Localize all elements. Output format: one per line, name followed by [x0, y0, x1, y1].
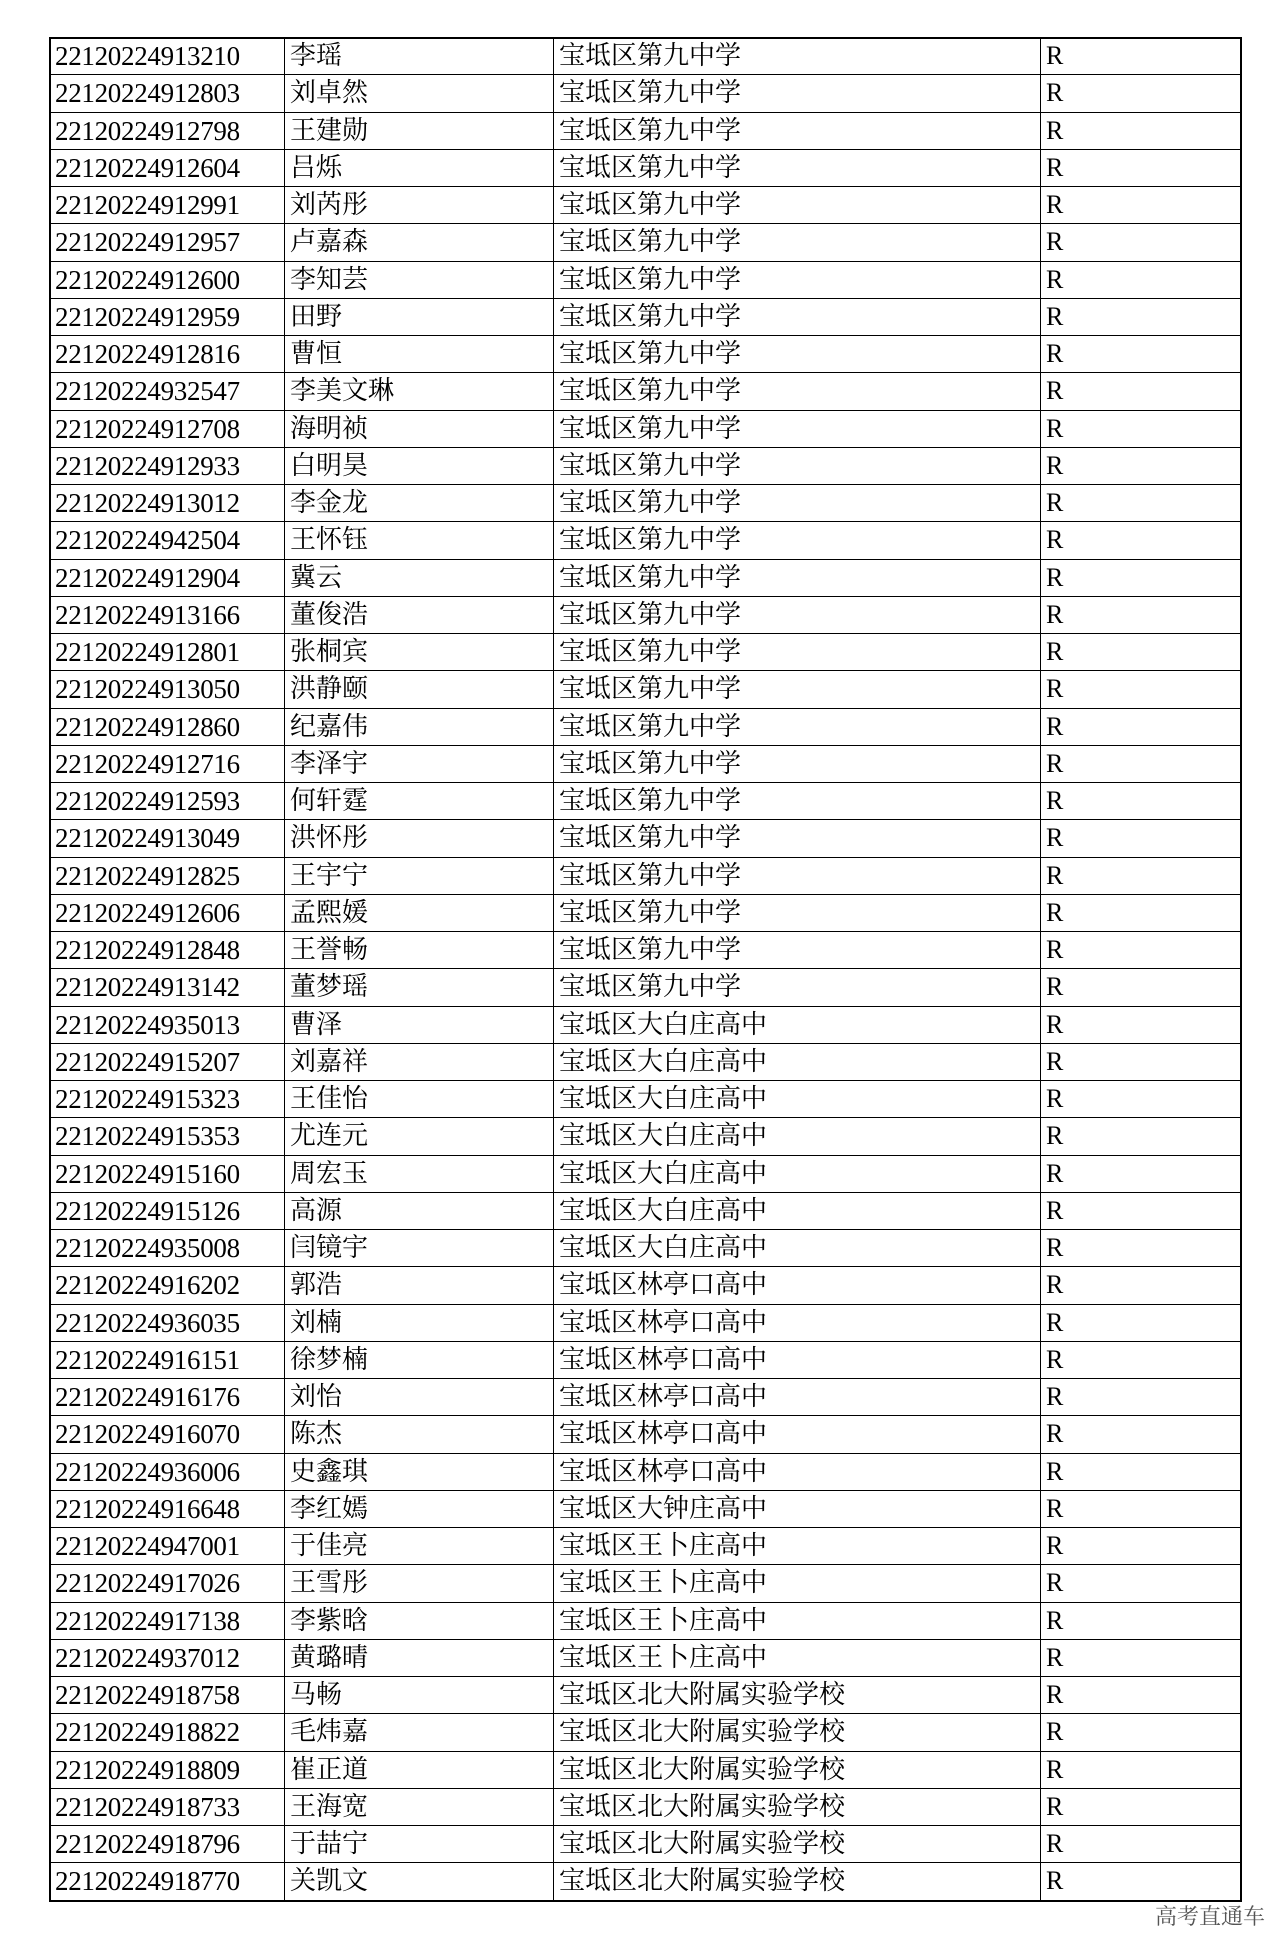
- student-name-cell: 刘芮彤: [285, 187, 554, 224]
- table-row: [50, 187, 1242, 224]
- exam-number-cell: 22120224916202: [50, 1267, 285, 1304]
- table-row: [50, 1118, 1242, 1155]
- table-row: [50, 410, 1242, 447]
- exam-number-cell: 22120224912716: [50, 745, 285, 782]
- school-name-cell: 宝坻区第九中学: [554, 261, 1041, 298]
- exam-number-cell: 22120224916151: [50, 1341, 285, 1378]
- student-name-cell: 徐梦楠: [285, 1341, 554, 1378]
- table-row: [50, 75, 1242, 112]
- school-name-cell: 宝坻区第九中学: [554, 38, 1041, 75]
- exam-number-cell: 22120224912816: [50, 336, 285, 373]
- school-name-cell: 宝坻区第九中学: [554, 857, 1041, 894]
- exam-number-cell: 22120224918770: [50, 1863, 285, 1900]
- student-name-cell: 刘怡: [285, 1379, 554, 1416]
- grade-cell: R: [1041, 559, 1242, 596]
- school-name-cell: 宝坻区第九中学: [554, 671, 1041, 708]
- table-row: [50, 559, 1242, 596]
- exam-number-cell: 22120224916070: [50, 1416, 285, 1453]
- student-name-cell: 王佳怡: [285, 1081, 554, 1118]
- school-name-cell: 宝坻区王卜庄高中: [554, 1528, 1041, 1565]
- table-row: [50, 745, 1242, 782]
- grade-cell: R: [1041, 1341, 1242, 1378]
- student-name-cell: 白明昊: [285, 447, 554, 484]
- school-name-cell: 宝坻区第九中学: [554, 708, 1041, 745]
- table-row: [50, 894, 1242, 931]
- grade-cell: R: [1041, 410, 1242, 447]
- table-row: [50, 1714, 1242, 1751]
- grade-cell: R: [1041, 1043, 1242, 1080]
- exam-number-cell: 22120224912904: [50, 559, 285, 596]
- exam-number-cell: 22120224916648: [50, 1490, 285, 1527]
- grade-cell: R: [1041, 1267, 1242, 1304]
- watermark: 高考直通车: [1154, 1905, 1265, 1930]
- student-name-cell: 于喆宁: [285, 1826, 554, 1863]
- grade-cell: R: [1041, 298, 1242, 335]
- school-name-cell: 宝坻区第九中学: [554, 187, 1041, 224]
- grade-cell: R: [1041, 1416, 1242, 1453]
- table-row: [50, 1043, 1242, 1080]
- table-row: [50, 1639, 1242, 1676]
- school-name-cell: 宝坻区第九中学: [554, 783, 1041, 820]
- student-name-cell: 何轩霆: [285, 783, 554, 820]
- school-name-cell: 宝坻区第九中学: [554, 298, 1041, 335]
- grade-cell: R: [1041, 745, 1242, 782]
- exam-number-cell: 22120224932547: [50, 373, 285, 410]
- grade-cell: R: [1041, 261, 1242, 298]
- grade-cell: R: [1041, 969, 1242, 1006]
- exam-number-cell: 22120224935013: [50, 1006, 285, 1043]
- table-row: [50, 1192, 1242, 1229]
- school-name-cell: 宝坻区大白庄高中: [554, 1118, 1041, 1155]
- table-row: [50, 1863, 1242, 1900]
- exam-number-cell: 22120224936035: [50, 1304, 285, 1341]
- grade-cell: R: [1041, 336, 1242, 373]
- school-name-cell: 宝坻区北大附属实验学校: [554, 1677, 1041, 1714]
- table-row: [50, 1341, 1242, 1378]
- grade-cell: R: [1041, 1006, 1242, 1043]
- table-row: [50, 1565, 1242, 1602]
- student-name-cell: 陈杰: [285, 1416, 554, 1453]
- exam-number-cell: 22120224915353: [50, 1118, 285, 1155]
- school-name-cell: 宝坻区王卜庄高中: [554, 1639, 1041, 1676]
- student-name-cell: 李紫晗: [285, 1602, 554, 1639]
- grade-cell: R: [1041, 38, 1242, 75]
- exam-number-cell: 22120224912708: [50, 410, 285, 447]
- student-name-cell: 王怀钰: [285, 522, 554, 559]
- school-name-cell: 宝坻区大白庄高中: [554, 1192, 1041, 1229]
- exam-number-cell: 22120224918758: [50, 1677, 285, 1714]
- table-row: [50, 1788, 1242, 1825]
- table-row: [50, 1528, 1242, 1565]
- exam-number-cell: 22120224913050: [50, 671, 285, 708]
- table-row: [50, 447, 1242, 484]
- student-name-cell: 纪嘉伟: [285, 708, 554, 745]
- grade-cell: R: [1041, 149, 1242, 186]
- student-name-cell: 黄璐晴: [285, 1639, 554, 1676]
- grade-cell: R: [1041, 1826, 1242, 1863]
- grade-cell: R: [1041, 1677, 1242, 1714]
- exam-number-cell: 22120224912991: [50, 187, 285, 224]
- exam-number-cell: 22120224912604: [50, 149, 285, 186]
- student-name-cell: 李金龙: [285, 485, 554, 522]
- exam-number-cell: 22120224915126: [50, 1192, 285, 1229]
- exam-number-cell: 22120224936006: [50, 1453, 285, 1490]
- grade-cell: R: [1041, 224, 1242, 261]
- school-name-cell: 宝坻区北大附属实验学校: [554, 1714, 1041, 1751]
- exam-number-cell: 22120224942504: [50, 522, 285, 559]
- grade-cell: R: [1041, 1230, 1242, 1267]
- school-name-cell: 宝坻区第九中学: [554, 224, 1041, 261]
- school-name-cell: 宝坻区大钟庄高中: [554, 1490, 1041, 1527]
- student-name-cell: 冀云: [285, 559, 554, 596]
- school-name-cell: 宝坻区第九中学: [554, 596, 1041, 633]
- student-name-cell: 董俊浩: [285, 596, 554, 633]
- table-row: [50, 149, 1242, 186]
- school-name-cell: 宝坻区林亭口高中: [554, 1416, 1041, 1453]
- table-row: [50, 1826, 1242, 1863]
- student-name-cell: 毛炜嘉: [285, 1714, 554, 1751]
- exam-number-cell: 22120224915160: [50, 1155, 285, 1192]
- student-name-cell: 李瑶: [285, 38, 554, 75]
- school-name-cell: 宝坻区林亭口高中: [554, 1267, 1041, 1304]
- school-name-cell: 宝坻区林亭口高中: [554, 1341, 1041, 1378]
- grade-cell: R: [1041, 1155, 1242, 1192]
- exam-number-cell: 22120224917138: [50, 1602, 285, 1639]
- student-name-cell: 李美文琳: [285, 373, 554, 410]
- student-name-cell: 田野: [285, 298, 554, 335]
- grade-cell: R: [1041, 671, 1242, 708]
- grade-cell: R: [1041, 1863, 1242, 1900]
- grade-cell: R: [1041, 596, 1242, 633]
- table-row: [50, 1006, 1242, 1043]
- student-name-cell: 于佳亮: [285, 1528, 554, 1565]
- exam-number-cell: 22120224912860: [50, 708, 285, 745]
- student-name-cell: 曹恒: [285, 336, 554, 373]
- table-row: [50, 634, 1242, 671]
- table-row: [50, 298, 1242, 335]
- table-row: [50, 969, 1242, 1006]
- table-row: [50, 1304, 1242, 1341]
- table-row: [50, 38, 1242, 75]
- exam-number-cell: 22120224913142: [50, 969, 285, 1006]
- student-name-cell: 刘嘉祥: [285, 1043, 554, 1080]
- table-row: [50, 671, 1242, 708]
- grade-cell: R: [1041, 783, 1242, 820]
- grade-cell: R: [1041, 1602, 1242, 1639]
- grade-cell: R: [1041, 857, 1242, 894]
- grade-cell: R: [1041, 634, 1242, 671]
- student-name-cell: 关凯文: [285, 1863, 554, 1900]
- grade-cell: R: [1041, 894, 1242, 931]
- table-row: [50, 373, 1242, 410]
- grade-cell: R: [1041, 1304, 1242, 1341]
- school-name-cell: 宝坻区北大附属实验学校: [554, 1751, 1041, 1788]
- table-row: [50, 112, 1242, 149]
- exam-number-cell: 22120224912933: [50, 447, 285, 484]
- table-row: [50, 596, 1242, 633]
- exam-number-cell: 22120224912600: [50, 261, 285, 298]
- school-name-cell: 宝坻区第九中学: [554, 969, 1041, 1006]
- student-name-cell: 王宇宁: [285, 857, 554, 894]
- student-name-cell: 张桐宾: [285, 634, 554, 671]
- table-row: [50, 1230, 1242, 1267]
- student-name-cell: 王誉畅: [285, 932, 554, 969]
- student-name-cell: 曹泽: [285, 1006, 554, 1043]
- exam-number-cell: 22120224918809: [50, 1751, 285, 1788]
- school-name-cell: 宝坻区第九中学: [554, 112, 1041, 149]
- table-body: [50, 38, 1242, 1901]
- grade-cell: R: [1041, 1081, 1242, 1118]
- student-name-cell: 洪静颐: [285, 671, 554, 708]
- student-name-cell: 孟熙媛: [285, 894, 554, 931]
- grade-cell: R: [1041, 708, 1242, 745]
- table-row: [50, 522, 1242, 559]
- table-row: [50, 1081, 1242, 1118]
- table-row: [50, 708, 1242, 745]
- school-name-cell: 宝坻区第九中学: [554, 559, 1041, 596]
- school-name-cell: 宝坻区大白庄高中: [554, 1230, 1041, 1267]
- grade-cell: R: [1041, 75, 1242, 112]
- grade-cell: R: [1041, 1379, 1242, 1416]
- grade-cell: R: [1041, 485, 1242, 522]
- school-name-cell: 宝坻区大白庄高中: [554, 1081, 1041, 1118]
- student-list-table: [49, 37, 1242, 1901]
- student-name-cell: 吕烁: [285, 149, 554, 186]
- school-name-cell: 宝坻区第九中学: [554, 75, 1041, 112]
- student-name-cell: 王建勋: [285, 112, 554, 149]
- school-name-cell: 宝坻区第九中学: [554, 336, 1041, 373]
- exam-number-cell: 22120224912803: [50, 75, 285, 112]
- student-name-cell: 洪怀彤: [285, 820, 554, 857]
- school-name-cell: 宝坻区林亭口高中: [554, 1379, 1041, 1416]
- exam-number-cell: 22120224918733: [50, 1788, 285, 1825]
- school-name-cell: 宝坻区第九中学: [554, 894, 1041, 931]
- exam-number-cell: 22120224912801: [50, 634, 285, 671]
- exam-number-cell: 22120224913166: [50, 596, 285, 633]
- exam-number-cell: 22120224912957: [50, 224, 285, 261]
- exam-number-cell: 22120224947001: [50, 1528, 285, 1565]
- exam-number-cell: 22120224935008: [50, 1230, 285, 1267]
- school-name-cell: 宝坻区大白庄高中: [554, 1155, 1041, 1192]
- student-name-cell: 崔正道: [285, 1751, 554, 1788]
- table-row: [50, 1155, 1242, 1192]
- table-row: [50, 1453, 1242, 1490]
- exam-number-cell: 22120224912825: [50, 857, 285, 894]
- table-row: [50, 783, 1242, 820]
- student-name-cell: 董梦瑶: [285, 969, 554, 1006]
- school-name-cell: 宝坻区第九中学: [554, 820, 1041, 857]
- student-name-cell: 周宏玉: [285, 1155, 554, 1192]
- grade-cell: R: [1041, 1565, 1242, 1602]
- student-name-cell: 王海宽: [285, 1788, 554, 1825]
- school-name-cell: 宝坻区第九中学: [554, 522, 1041, 559]
- grade-cell: R: [1041, 1490, 1242, 1527]
- school-name-cell: 宝坻区第九中学: [554, 149, 1041, 186]
- exam-number-cell: 22120224937012: [50, 1639, 285, 1676]
- school-name-cell: 宝坻区王卜庄高中: [554, 1565, 1041, 1602]
- table-row: [50, 1416, 1242, 1453]
- grade-cell: R: [1041, 1788, 1242, 1825]
- school-name-cell: 宝坻区第九中学: [554, 634, 1041, 671]
- student-name-cell: 李泽宇: [285, 745, 554, 782]
- table-row: [50, 261, 1242, 298]
- student-name-cell: 刘楠: [285, 1304, 554, 1341]
- table-row: [50, 1267, 1242, 1304]
- grade-cell: R: [1041, 1453, 1242, 1490]
- table-row: [50, 1602, 1242, 1639]
- table-row: [50, 1379, 1242, 1416]
- exam-number-cell: 22120224912848: [50, 932, 285, 969]
- school-name-cell: 宝坻区第九中学: [554, 485, 1041, 522]
- student-name-cell: 史鑫琪: [285, 1453, 554, 1490]
- grade-cell: R: [1041, 1639, 1242, 1676]
- grade-cell: R: [1041, 1714, 1242, 1751]
- student-name-cell: 李红嫣: [285, 1490, 554, 1527]
- student-name-cell: 马畅: [285, 1677, 554, 1714]
- student-name-cell: 高源: [285, 1192, 554, 1229]
- school-name-cell: 宝坻区北大附属实验学校: [554, 1788, 1041, 1825]
- grade-cell: R: [1041, 1528, 1242, 1565]
- school-name-cell: 宝坻区第九中学: [554, 447, 1041, 484]
- exam-number-cell: 22120224918796: [50, 1826, 285, 1863]
- grade-cell: R: [1041, 112, 1242, 149]
- student-name-cell: 尤连元: [285, 1118, 554, 1155]
- school-name-cell: 宝坻区北大附属实验学校: [554, 1826, 1041, 1863]
- school-name-cell: 宝坻区第九中学: [554, 932, 1041, 969]
- school-name-cell: 宝坻区大白庄高中: [554, 1006, 1041, 1043]
- school-name-cell: 宝坻区第九中学: [554, 410, 1041, 447]
- grade-cell: R: [1041, 820, 1242, 857]
- grade-cell: R: [1041, 522, 1242, 559]
- grade-cell: R: [1041, 187, 1242, 224]
- student-name-cell: 卢嘉森: [285, 224, 554, 261]
- exam-number-cell: 22120224915323: [50, 1081, 285, 1118]
- exam-number-cell: 22120224912606: [50, 894, 285, 931]
- school-name-cell: 宝坻区第九中学: [554, 745, 1041, 782]
- exam-number-cell: 22120224918822: [50, 1714, 285, 1751]
- table-row: [50, 1751, 1242, 1788]
- table-row: [50, 336, 1242, 373]
- school-name-cell: 宝坻区大白庄高中: [554, 1043, 1041, 1080]
- student-name-cell: 海明祯: [285, 410, 554, 447]
- exam-number-cell: 22120224915207: [50, 1043, 285, 1080]
- exam-number-cell: 22120224912593: [50, 783, 285, 820]
- school-name-cell: 宝坻区北大附属实验学校: [554, 1863, 1041, 1900]
- table-row: [50, 485, 1242, 522]
- student-name-cell: 王雪彤: [285, 1565, 554, 1602]
- table-row: [50, 224, 1242, 261]
- exam-number-cell: 22120224912798: [50, 112, 285, 149]
- table-row: [50, 1490, 1242, 1527]
- exam-number-cell: 22120224913210: [50, 38, 285, 75]
- exam-number-cell: 22120224913049: [50, 820, 285, 857]
- grade-cell: R: [1041, 1751, 1242, 1788]
- table-row: [50, 1677, 1242, 1714]
- table-row: [50, 857, 1242, 894]
- school-name-cell: 宝坻区林亭口高中: [554, 1304, 1041, 1341]
- school-name-cell: 宝坻区第九中学: [554, 373, 1041, 410]
- grade-cell: R: [1041, 447, 1242, 484]
- exam-number-cell: 22120224917026: [50, 1565, 285, 1602]
- grade-cell: R: [1041, 1118, 1242, 1155]
- grade-cell: R: [1041, 932, 1242, 969]
- grade-cell: R: [1041, 373, 1242, 410]
- table-row: [50, 820, 1242, 857]
- table-row: [50, 932, 1242, 969]
- exam-number-cell: 22120224916176: [50, 1379, 285, 1416]
- exam-number-cell: 22120224912959: [50, 298, 285, 335]
- student-name-cell: 闫镜宇: [285, 1230, 554, 1267]
- grade-cell: R: [1041, 1192, 1242, 1229]
- school-name-cell: 宝坻区王卜庄高中: [554, 1602, 1041, 1639]
- student-name-cell: 郭浩: [285, 1267, 554, 1304]
- school-name-cell: 宝坻区林亭口高中: [554, 1453, 1041, 1490]
- student-name-cell: 李知芸: [285, 261, 554, 298]
- student-name-cell: 刘卓然: [285, 75, 554, 112]
- exam-number-cell: 22120224913012: [50, 485, 285, 522]
